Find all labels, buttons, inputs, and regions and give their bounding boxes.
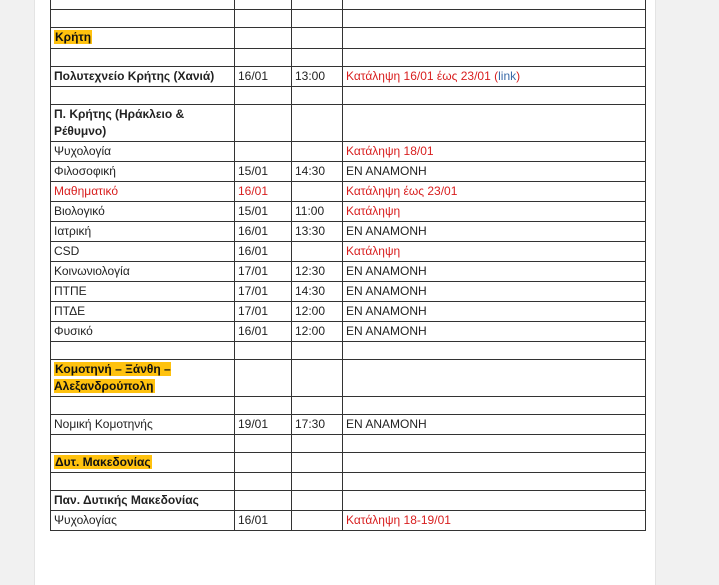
time-cell: 17:30 [292, 415, 343, 435]
department-name: Ιατρική [51, 222, 235, 242]
status-cell: ΕΝ ΑΝΑΜΟΝΗ [343, 162, 646, 182]
status-cell [343, 67, 646, 87]
table-row [51, 473, 646, 491]
status-cell: ΕΝ ΑΝΑΜΟΝΗ [343, 322, 646, 342]
table-row [51, 262, 646, 282]
section-row-w-macedonia [51, 453, 646, 473]
time-cell [292, 242, 343, 262]
status-cell: ΕΝ ΑΝΑΜΟΝΗ [343, 222, 646, 242]
table-row [51, 322, 646, 342]
paren-close: ) [516, 69, 521, 83]
date-cell: 16/01 [235, 242, 292, 262]
time-cell [292, 511, 343, 531]
document-page [34, 0, 656, 585]
table-row [51, 10, 646, 28]
table-row [51, 87, 646, 105]
department-name: ΠΤΠΕ [51, 282, 235, 302]
table-row [51, 342, 646, 360]
section-header-w-macedonia: Δυτ. Μακεδονίας [55, 455, 151, 469]
table-row [51, 105, 646, 142]
status-cell: Κατάληψη [343, 202, 646, 222]
date-cell: 16/01 [235, 511, 292, 531]
time-cell [292, 182, 343, 202]
time-cell: 14:30 [292, 282, 343, 302]
table-row [51, 49, 646, 67]
section-header-crete: Κρήτη [55, 30, 92, 44]
department-name: Ψυχολογία [51, 142, 235, 162]
status-cell: ΕΝ ΑΝΑΜΟΝΗ [343, 262, 646, 282]
department-name: CSD [51, 242, 235, 262]
date-cell: 16/01 [235, 67, 292, 87]
table-row [51, 511, 646, 531]
institution-name: Παν. Δυτικής Μακεδονίας [51, 491, 235, 511]
table-row [51, 202, 646, 222]
section-row-thrace [51, 360, 646, 397]
date-cell: 19/01 [235, 415, 292, 435]
date-cell: 17/01 [235, 302, 292, 322]
status-cell: ΕΝ ΑΝΑΜΟΝΗ [343, 282, 646, 302]
table-row [51, 302, 646, 322]
table-row [51, 435, 646, 453]
table-row [51, 162, 646, 182]
date-cell: 16/01 [235, 182, 292, 202]
table-row [51, 222, 646, 242]
date-cell: 17/01 [235, 282, 292, 302]
status-cell: Κατάληψη 18-19/01 [343, 511, 646, 531]
date-cell: 15/01 [235, 162, 292, 182]
source-link[interactable]: link [498, 69, 517, 83]
date-cell: 15/01 [235, 202, 292, 222]
department-name: Φυσικό [51, 322, 235, 342]
status-cell: Κατάληψη έως 23/01 [343, 182, 646, 202]
table-row [51, 415, 646, 435]
department-name: Νομική Κομοτηνής [51, 415, 235, 435]
table-row [51, 67, 646, 87]
department-name: Βιολογικό [51, 202, 235, 222]
time-cell: 12:00 [292, 322, 343, 342]
department-name: Ψυχολογίας [51, 511, 235, 531]
date-cell: 16/01 [235, 322, 292, 342]
department-name: Κοινωνιολογία [51, 262, 235, 282]
status-cell: ΕΝ ΑΝΑΜΟΝΗ [343, 302, 646, 322]
time-cell: 12:30 [292, 262, 343, 282]
date-cell: 16/01 [235, 222, 292, 242]
institution-name: Πολυτεχνείο Κρήτης (Χανιά) [51, 67, 235, 87]
time-cell: 13:30 [292, 222, 343, 242]
table-row [51, 142, 646, 162]
status-cell: ΕΝ ΑΝΑΜΟΝΗ [343, 415, 646, 435]
institution-name: Π. Κρήτης (Ηράκλειο & Ρέθυμνο) [51, 105, 235, 142]
table-row [51, 491, 646, 511]
status-cell: Κατάληψη 18/01 [343, 142, 646, 162]
paren-open: ( [494, 69, 499, 83]
department-name: ΠΤΔΕ [51, 302, 235, 322]
status-cell: Κατάληψη [343, 242, 646, 262]
table-row [51, 282, 646, 302]
table-row [51, 242, 646, 262]
section-header-thrace: Κομοτηνή – Ξάνθη – Αλεξανδρούπολη [54, 362, 171, 393]
status-text: Κατάληψη 16/01 έως 23/01 [346, 69, 491, 83]
department-name: Μαθηματικό [51, 182, 235, 202]
date-cell: 17/01 [235, 262, 292, 282]
section-row-crete [51, 28, 646, 49]
occupation-status-table [50, 0, 646, 531]
table-row [51, 0, 646, 10]
time-cell: 13:00 [292, 67, 343, 87]
table-row [51, 182, 646, 202]
time-cell: 11:00 [292, 202, 343, 222]
time-cell: 12:00 [292, 302, 343, 322]
table-row [51, 397, 646, 415]
department-name: Φιλοσοφική [51, 162, 235, 182]
time-cell: 14:30 [292, 162, 343, 182]
